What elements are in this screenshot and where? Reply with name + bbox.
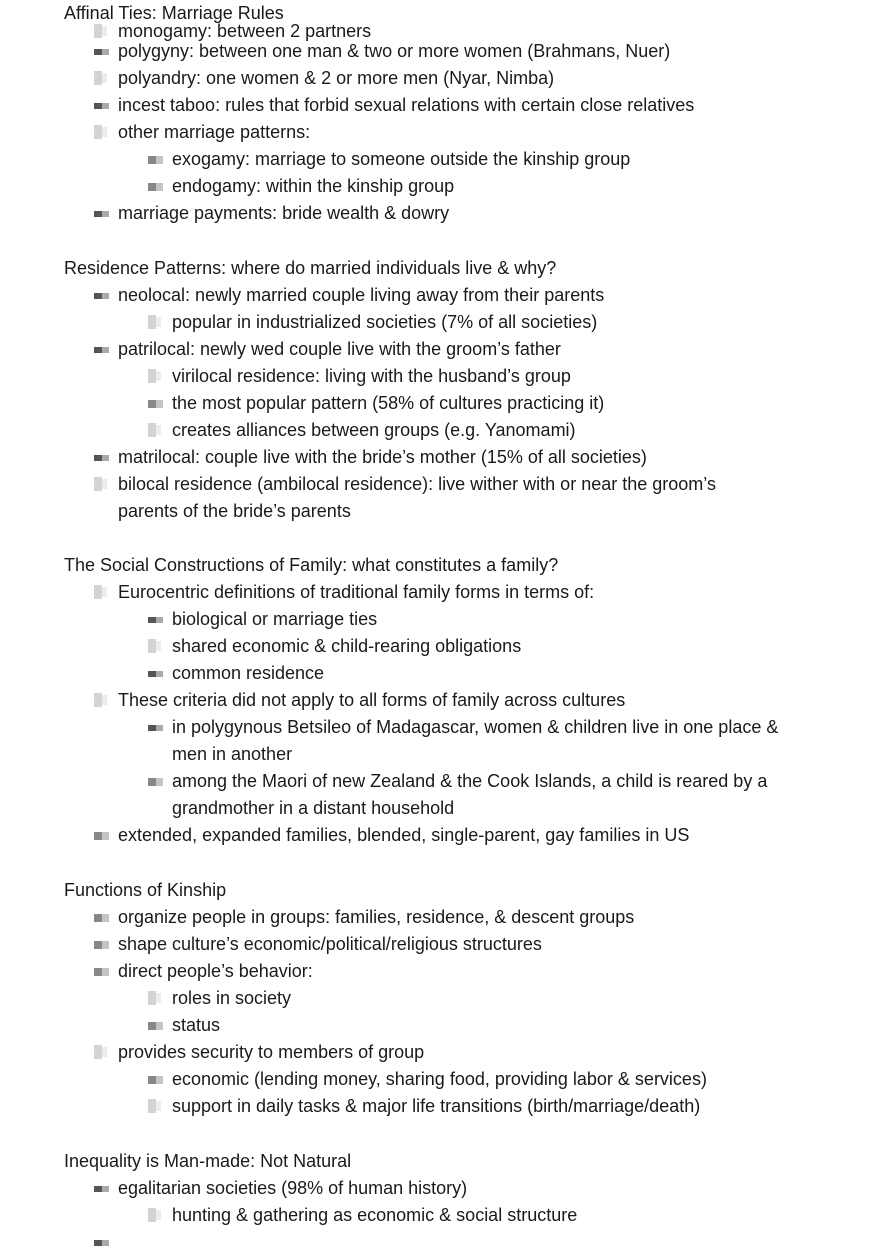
list-item xyxy=(118,931,542,958)
item-text: Eurocentric definitions of traditional family forms in terms of: xyxy=(118,582,595,602)
list-item xyxy=(172,417,576,444)
bullet-icon xyxy=(94,44,110,58)
bullet-icon xyxy=(94,693,110,707)
item-text: men in another xyxy=(172,744,293,764)
list-item xyxy=(172,173,454,200)
heading-text: The Social Constructions of Family: what constitutes a family? xyxy=(64,555,559,575)
list-item xyxy=(118,822,689,849)
bullet-icon xyxy=(94,342,110,356)
list-item xyxy=(172,606,377,633)
bullet-icon xyxy=(94,98,110,112)
list-item xyxy=(172,146,630,173)
item-text: other marriage patterns: xyxy=(118,122,311,142)
section-heading xyxy=(64,552,558,579)
bullet-icon xyxy=(148,612,164,626)
item-text: grandmother in a distant household xyxy=(172,798,455,818)
item-text: patrilocal: newly wed couple live with the groom’s father xyxy=(118,339,561,359)
item-text: common residence xyxy=(172,663,325,683)
item-text: in polygynous Betsileo of Madagascar, women & children live in one place & xyxy=(172,717,779,737)
item-text: biological or marriage ties xyxy=(172,609,378,629)
bullet-icon xyxy=(148,720,164,734)
list-item xyxy=(118,1039,424,1066)
bullet-icon xyxy=(148,369,164,383)
bullet-icon xyxy=(148,152,164,166)
item-text: creates alliances between groups (e.g. Yanomami) xyxy=(172,420,576,440)
bullet-icon xyxy=(148,315,164,329)
bullet-icon xyxy=(148,774,164,788)
item-text: provides security to members of group xyxy=(118,1042,425,1062)
bullet-icon xyxy=(94,585,110,599)
item-text: extended, expanded families, blended, single-parent, gay families in US xyxy=(118,825,690,845)
item-text: virilocal residence: living with the husband’s group xyxy=(172,366,571,386)
item-text: matrilocal: couple live with the bride’s mother (15% of all societies) xyxy=(118,447,647,467)
list-item xyxy=(118,119,310,146)
bullet-icon xyxy=(94,964,110,978)
list-item xyxy=(118,687,625,714)
item-text: economic (lending money, sharing food, providing labor & services) xyxy=(172,1069,707,1089)
list-item xyxy=(118,1175,467,1202)
bullet-icon xyxy=(148,639,164,653)
item-text: shape culture’s economic/political/religious structures xyxy=(118,934,542,954)
bullet-icon xyxy=(148,991,164,1005)
item-text: hunting & gathering as economic & social structure xyxy=(172,1205,578,1225)
list-item xyxy=(118,336,561,363)
list-item xyxy=(172,714,778,741)
list-item xyxy=(172,768,767,795)
list-item xyxy=(172,633,521,660)
bullet-icon xyxy=(94,477,110,491)
list-item xyxy=(172,985,291,1012)
bullet-icon xyxy=(148,179,164,193)
item-text: marriage payments: bride wealth & dowry xyxy=(118,203,450,223)
item-text: direct people’s behavior: xyxy=(118,961,313,981)
section-heading xyxy=(64,877,226,904)
bullet-icon xyxy=(94,450,110,464)
item-text: polyandry: one women & 2 or more men (Nyar, Nimba) xyxy=(118,68,555,88)
bullet-icon xyxy=(94,125,110,139)
list-item xyxy=(172,795,454,822)
list-item xyxy=(118,498,351,525)
item-text: exogamy: marriage to someone outside the kinship group xyxy=(172,149,631,169)
list-item xyxy=(172,1093,700,1120)
bullet-icon xyxy=(148,1208,164,1222)
item-text: incest taboo: rules that forbid sexual relations with certain close relatives xyxy=(118,95,695,115)
bullet-icon xyxy=(94,71,110,85)
bullet-icon xyxy=(148,423,164,437)
list-item xyxy=(118,92,694,119)
list-item xyxy=(118,579,594,606)
bullet-icon xyxy=(94,288,110,302)
item-text: shared economic & child-rearing obligations xyxy=(172,636,522,656)
bullet-icon xyxy=(94,910,110,924)
list-item xyxy=(172,741,292,768)
heading-text: Residence Patterns: where do married individuals live & why? xyxy=(64,258,557,278)
item-text: status xyxy=(172,1015,221,1035)
item-text: popular in industrialized societies (7% of all societies) xyxy=(172,312,598,332)
item-text: support in daily tasks & major life transitions (birth/marriage/death) xyxy=(172,1096,701,1116)
item-text: the most popular pattern (58% of cultures practicing it) xyxy=(172,393,605,413)
list-item xyxy=(172,363,571,390)
item-text: parents of the bride’s parents xyxy=(118,501,351,521)
item-text: bilocal residence (ambilocal residence): live wither with or near the groom’s xyxy=(118,474,716,494)
bullet-icon xyxy=(94,206,110,220)
list-item xyxy=(118,200,449,227)
bullet-icon xyxy=(94,1045,110,1059)
list-item xyxy=(118,282,604,309)
item-text: These criteria did not apply to all forms of family across cultures xyxy=(118,690,626,710)
heading-text: Inequality is Man-made: Not Natural xyxy=(64,1151,352,1171)
heading-text: Functions of Kinship xyxy=(64,880,227,900)
bullet-icon xyxy=(148,1099,164,1113)
item-text: monogamy: between 2 partners xyxy=(118,21,372,41)
item-text: polygyny: between one man & two or more women (Brahmans, Nuer) xyxy=(118,41,671,61)
list-item xyxy=(172,390,604,417)
list-item xyxy=(172,660,324,687)
item-text: egalitarian societies (98% of human history) xyxy=(118,1178,468,1198)
bullet-icon xyxy=(148,666,164,680)
heading-text: Affinal Ties: Marriage Rules xyxy=(64,3,284,23)
item-text: neolocal: newly married couple living away from their parents xyxy=(118,285,605,305)
bullet-icon xyxy=(94,828,110,842)
bullet-icon xyxy=(148,1018,164,1032)
section-heading xyxy=(64,1148,351,1175)
item-text: among the Maori of new Zealand & the Cook Islands, a child is reared by a xyxy=(172,771,768,791)
list-item xyxy=(172,1202,577,1229)
bullet-icon xyxy=(94,24,110,38)
list-item xyxy=(172,309,597,336)
list-item xyxy=(118,471,716,498)
item-text: roles in society xyxy=(172,988,292,1008)
list-item xyxy=(118,65,554,92)
bullet-icon xyxy=(148,396,164,410)
bullet-icon xyxy=(94,1181,110,1195)
bullet-icon xyxy=(148,1072,164,1086)
list-item xyxy=(118,958,313,985)
list-item xyxy=(118,904,634,931)
list-item xyxy=(118,444,647,471)
list-item xyxy=(172,1066,707,1093)
bullet-icon xyxy=(94,937,110,951)
item-text: endogamy: within the kinship group xyxy=(172,176,455,196)
list-item xyxy=(118,38,670,65)
section-heading xyxy=(64,255,556,282)
list-item xyxy=(172,1012,220,1039)
item-text: organize people in groups: families, residence, & descent groups xyxy=(118,907,635,927)
